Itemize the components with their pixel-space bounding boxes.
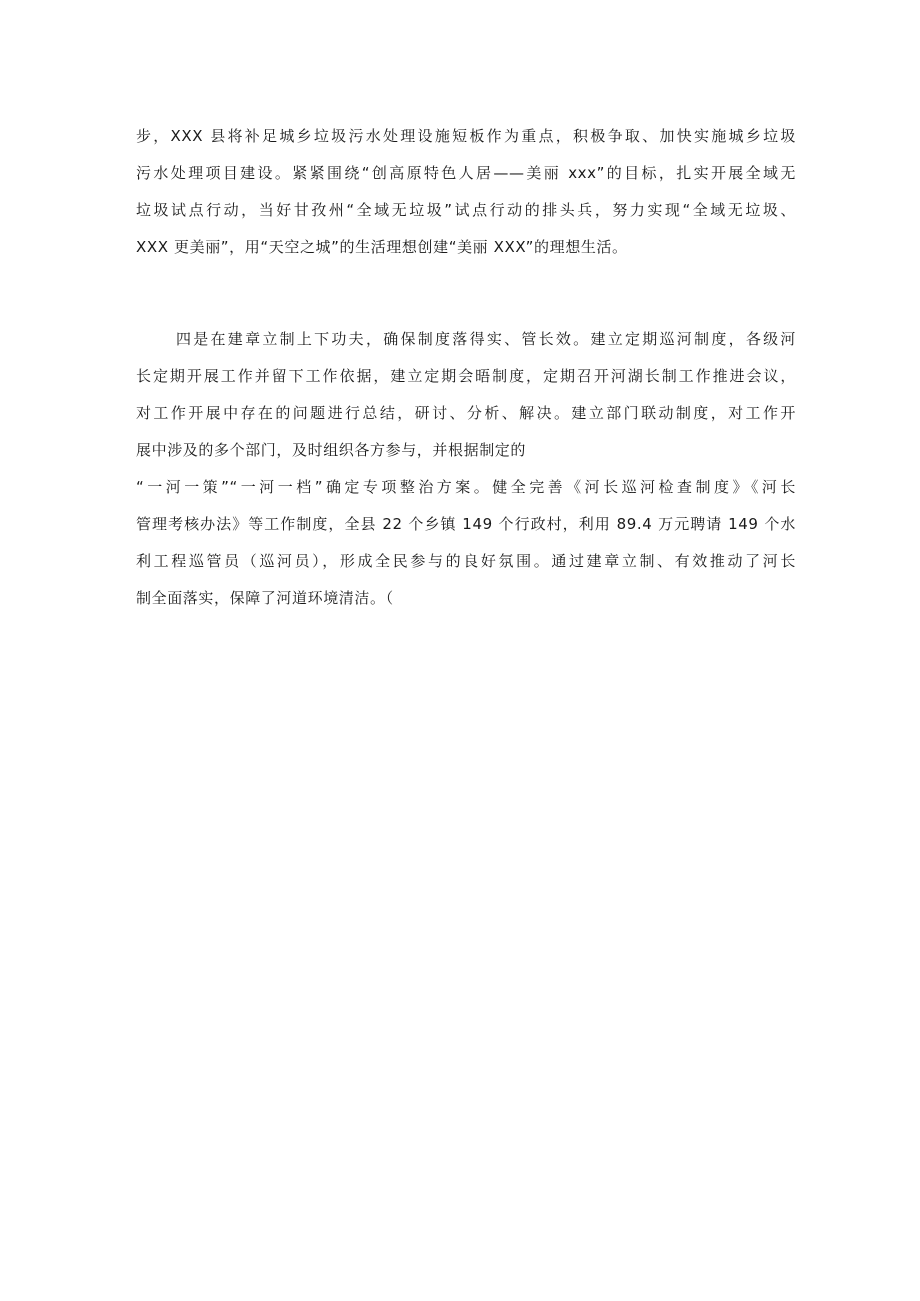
paragraph-1 xyxy=(136,118,796,266)
paragraph-2-line-6: 管理考核办法》等工作制度，全县 22 个乡镇 149 个行政村，利用 89.4 万元聘请 149 个水 xyxy=(136,515,796,533)
paragraph-2-line-1: 四是在建章立制上下功夫，确保制度落得实、管长效。建立定期巡河制度，各级河 xyxy=(176,330,796,348)
paragraph-2 xyxy=(136,321,796,617)
paragraph-2-line-2: 长定期开展工作并留下工作依据，建立定期会晤制度，定期召开河湖长制工作推进会议， xyxy=(136,367,796,385)
paragraph-2-line-7: 利工程巡管员（巡河员），形成全民参与的良好氛围。通过建章立制、有效推动了河长 xyxy=(136,552,796,570)
paragraph-1-line-4: XXX 更美丽”，用“天空之城”的生活理想创建“美丽 XXX”的理想生活。 xyxy=(136,238,628,256)
paragraph-1-line-2: 污水处理项目建设。紧紧围绕“创高原特色人居——美丽 xxx”的目标，扎实开展全域无 xyxy=(136,164,796,182)
paragraph-2-line-8: 制全面落实，保障了河道环境清洁。（ xyxy=(136,589,394,607)
paragraph-2-line-5: “一河一策”“一河一档”确定专项整治方案。健全完善《河长巡河检查制度》《河长 xyxy=(136,478,796,496)
paragraph-2-line-4: 展中涉及的多个部门，及时组织各方参与，并根据制定的 xyxy=(136,441,527,459)
paragraph-1-line-1: 步，XXX 县将补足城乡垃圾污水处理设施短板作为重点，积极争取、加快实施城乡垃圾 xyxy=(136,127,796,145)
paragraph-2-line-3: 对工作开展中存在的问题进行总结，研讨、分析、解决。建立部门联动制度，对工作开 xyxy=(136,404,796,422)
paragraph-1-line-3: 垃圾试点行动，当好甘孜州“全域无垃圾”试点行动的排头兵，努力实现“全域无垃圾、 xyxy=(136,201,796,219)
